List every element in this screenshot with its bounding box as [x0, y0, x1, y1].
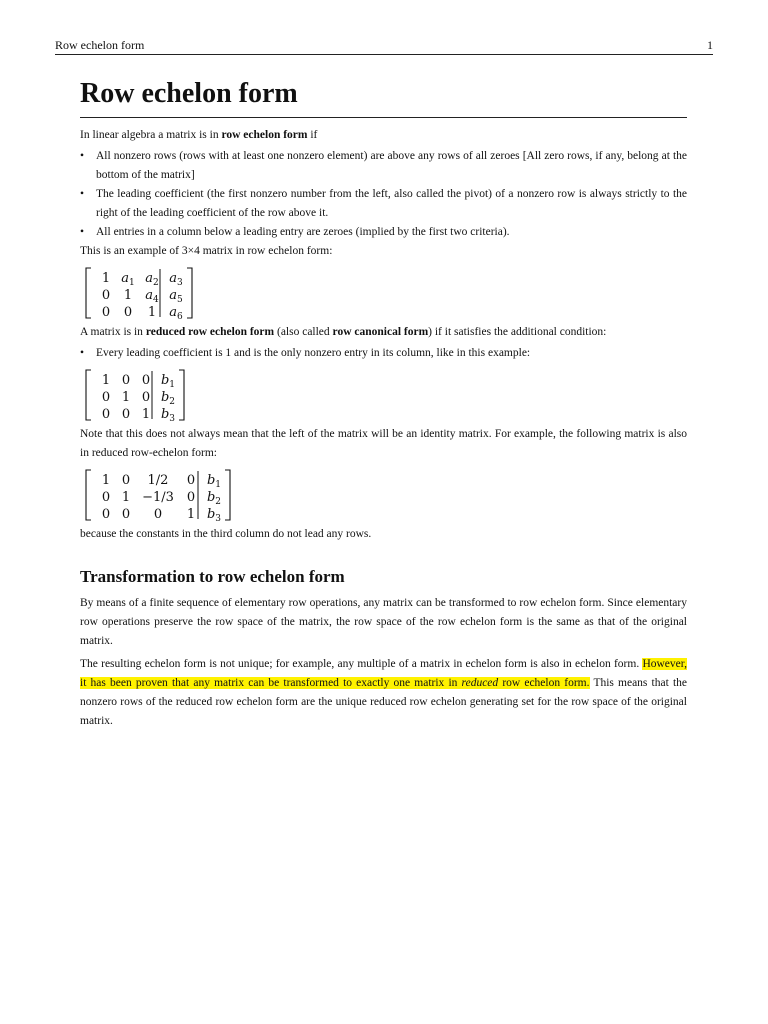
matrix-example-3 [82, 467, 687, 523]
article-body [80, 74, 687, 731]
reduced-def-text-end: ) if it satisfies the additional condition: [428, 326, 607, 338]
matrix-entry: 0 [121, 407, 131, 422]
matrix-entry: 0 [121, 473, 131, 488]
list-item: • Every leading coefficient is 1 and is the only nonzero entry in its column, like in this example: [80, 344, 687, 363]
because-paragraph: because the constants in the third column do not lead any rows. [80, 528, 372, 540]
matrix-entry: −1/3 [142, 490, 174, 505]
intro-paragraph [80, 126, 687, 145]
term-row-canonical-form: row canonical form [332, 326, 429, 338]
emphasis-reduced: reduced [461, 677, 499, 689]
criteria-list [80, 147, 687, 242]
matrix-left-bracket [86, 470, 91, 520]
matrix-entry: 1 [121, 490, 131, 505]
section-heading: Transformation to row echelon form [80, 567, 345, 586]
matrix-left-bracket [86, 268, 91, 318]
matrix-entry: 0 [101, 305, 111, 320]
matrix-entry: 0 [123, 305, 133, 320]
matrix-example-1 [82, 265, 687, 321]
matrix-example-2 [82, 367, 687, 423]
matrix-entry: $b_3$ [206, 507, 222, 523]
matrix-right-bracket [225, 470, 230, 520]
matrix-left-bracket [86, 370, 91, 420]
running-header [55, 37, 713, 55]
page-number: 1 [707, 38, 713, 52]
page-title: Row echelon form [80, 74, 687, 118]
list-item: • All entries in a column below a leading entry are zeroes (implied by the first two criteria). [80, 223, 687, 242]
p2-text: The resulting echelon form is not unique; for example, any multiple of a matrix in echelon form is also in echelon form. [80, 658, 643, 670]
matrix-entry: $b_1$ [206, 473, 222, 490]
term-reduced-row-echelon-form: reduced row echelon form [145, 326, 275, 338]
matrix-entry: 1 [101, 373, 111, 388]
matrix-entry: 0 [101, 507, 111, 522]
matrix-entry: 0 [101, 407, 111, 422]
note-paragraph: Note that this does not always mean that the left of the matrix will be an identity matrix. For example, the following matrix is also in reduced row-echelon form: [80, 428, 687, 459]
matrix-entry: 0 [101, 288, 111, 303]
matrix-entry: 1 [123, 288, 133, 303]
matrix-entry: 0 [121, 507, 131, 522]
list-item: • All nonzero rows (rows with at least one nonzero element) are above any rows of all zeroes [All zero rows, if any, belong at the bottom of the matrix] [80, 147, 687, 185]
intro-text: In linear algebra a matrix is in [80, 129, 222, 141]
matrix-2-svg [82, 367, 190, 423]
matrix-entry: $b_2$ [160, 390, 176, 407]
list-item: • The leading coefficient (the first nonzero number from the left, also called the pivot) of a nonzero row is always strictly to the right of the leading coefficient of the row above it. [80, 185, 687, 223]
section-paragraph-1: By means of a finite sequence of elementary row operations, any matrix can be transformed to row echelon form. Since elementary row operations preserve the row space of the matrix, the row space of the row echelon form is the same as that of the original matrix. [80, 597, 687, 647]
section-paragraph-2 [80, 655, 687, 731]
matrix-entry: 1 [141, 407, 151, 422]
matrix-entry: 0 [186, 473, 196, 488]
reduced-def-text-mid: (also called [274, 326, 333, 338]
matrix-entry: 0 [141, 390, 151, 405]
matrix-1-svg [82, 265, 198, 321]
matrix-entry: 1 [186, 507, 196, 522]
matrix-entry: $a_2$ [145, 271, 159, 288]
matrix-entry: 1 [121, 390, 131, 405]
matrix-right-bracket [187, 268, 192, 318]
matrix-right-bracket [179, 370, 184, 420]
reduced-condition-list [80, 344, 687, 363]
term-row-echelon-form: row echelon form [221, 129, 308, 141]
matrix-entry: 0 [101, 490, 111, 505]
matrix-entry: $a_4$ [145, 288, 159, 305]
matrix-entry: 0 [101, 390, 111, 405]
matrix-entry: 0 [121, 373, 131, 388]
matrix-entry: $b_3$ [160, 407, 176, 423]
highlight-part-b: row echelon form. [498, 677, 590, 689]
reduced-def-text: A matrix is in [80, 326, 146, 338]
matrix-entry: 1/2 [147, 473, 169, 488]
p2-text-end: This means that the nonzero rows of the reduced row echelon form are the unique reduced row echelon generating set for the row space of the original matrix. [80, 677, 688, 727]
matrix-entry: $a_5$ [169, 288, 183, 305]
highlight-part-a: However, it has been proven that any matrix can be transformed to exactly one matrix in [80, 658, 687, 689]
matrix-entry: $b_1$ [160, 373, 176, 390]
matrix-entry: $a_1$ [121, 271, 135, 288]
running-title: Row echelon form [55, 38, 145, 52]
matrix-entry: 0 [141, 373, 151, 388]
matrix-entry: $a_3$ [169, 271, 183, 288]
matrix-entry: 1 [147, 305, 157, 320]
matrix-entry: 0 [153, 507, 163, 522]
matrix-3-svg [82, 467, 236, 523]
matrix-entry: 1 [101, 271, 111, 286]
reduced-definition [80, 323, 687, 342]
example-intro: This is an example of 3×4 matrix in row echelon form: [80, 245, 333, 257]
intro-text-end: if [307, 129, 318, 141]
matrix-entry: 1 [101, 473, 111, 488]
matrix-entry: $a_6$ [169, 305, 183, 321]
matrix-entry: $b_2$ [206, 490, 222, 507]
matrix-entry: 0 [186, 490, 196, 505]
